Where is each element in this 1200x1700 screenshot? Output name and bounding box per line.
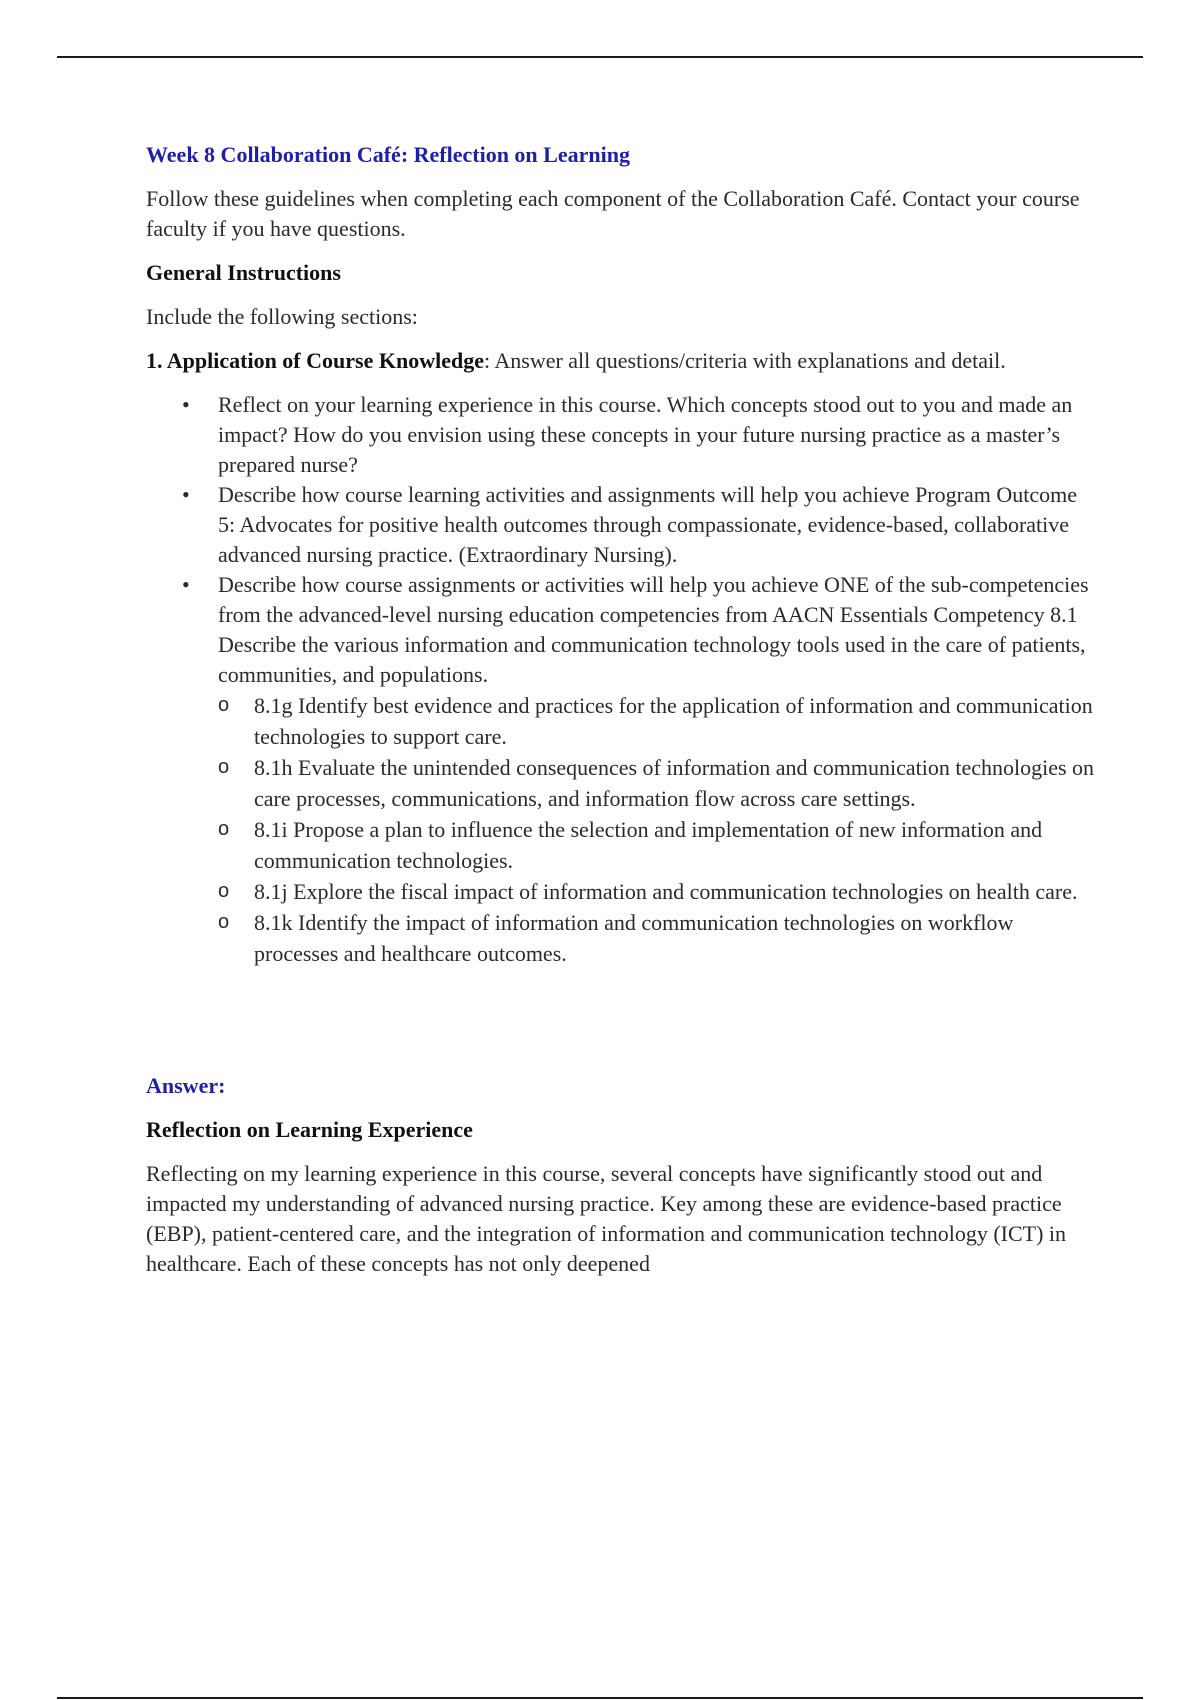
spacer xyxy=(146,969,1096,1071)
general-instructions-heading: General Instructions xyxy=(146,260,341,285)
header-rule xyxy=(57,56,1143,58)
criteria-item-text: Describe how course assignments or activities will help you achieve ONE of the sub-competencies from the advanced-level nursing education competencies from AACN Essentials Competency 8.1 Describe the various information and communication technology tools used in the care of patients, communities, and populations. xyxy=(218,572,1089,687)
reflection-paragraph: Reflecting on my learning experience in this course, several concepts have significantly stood out and impacted my understanding of advanced nursing practice. Key among these are evidence-based practice (EBP), patient-centered care, and the integration of information and communication technology (ICT) in healthcare. Each of these concepts has not only deepened xyxy=(146,1161,1067,1276)
section-1-label: 1. Application of Course Knowledge xyxy=(146,348,484,373)
intro-paragraph: Follow these guidelines when completing each component of the Collaboration Café. Contact your course faculty if you have questions. xyxy=(146,186,1080,241)
document-body xyxy=(146,140,1096,1293)
competency-item: o 8.1i Propose a plan to influence the selection and implementation of new information and communication technologies. xyxy=(218,814,1096,876)
document-title: Week 8 Collaboration Café: Reflection on Learning xyxy=(146,142,630,167)
competency-list xyxy=(218,690,1096,969)
include-sections-text: Include the following sections: xyxy=(146,304,418,329)
criteria-item xyxy=(146,390,1096,480)
criteria-item xyxy=(146,570,1096,969)
answer-label: Answer: xyxy=(146,1073,226,1098)
criteria-item-text: Reflect on your learning experience in this course. Which concepts stood out to you and made an impact? How do you envision using these concepts in your future nursing practice as a master’s prepared nurse? xyxy=(218,392,1073,477)
criteria-item-text: Describe how course learning activities and assignments will help you achieve Program Outcome 5: Advocates for positive health outcomes through compassionate, evidence-based, collaborative advanced nursing practice. (Extraordinary Nursing). xyxy=(218,482,1077,567)
footer-rule xyxy=(57,1697,1143,1699)
criteria-list xyxy=(146,390,1096,969)
competency-item: o 8.1k Identify the impact of information and communication technologies on workflow processes and healthcare outcomes. xyxy=(218,907,1096,969)
competency-item: o 8.1h Evaluate the unintended consequences of information and communication technologies on care processes, communications, and information flow across care settings. xyxy=(218,752,1096,814)
section-1-text: : Answer all questions/criteria with explanations and detail. xyxy=(483,348,1006,373)
reflection-heading: Reflection on Learning Experience xyxy=(146,1117,473,1142)
competency-item: o 8.1g Identify best evidence and practices for the application of information and communication technologies to support care. xyxy=(218,690,1096,752)
section-1-paragraph xyxy=(146,346,1096,376)
criteria-item xyxy=(146,480,1096,570)
competency-item: o 8.1j Explore the fiscal impact of information and communication technologies on health care. xyxy=(218,876,1096,907)
